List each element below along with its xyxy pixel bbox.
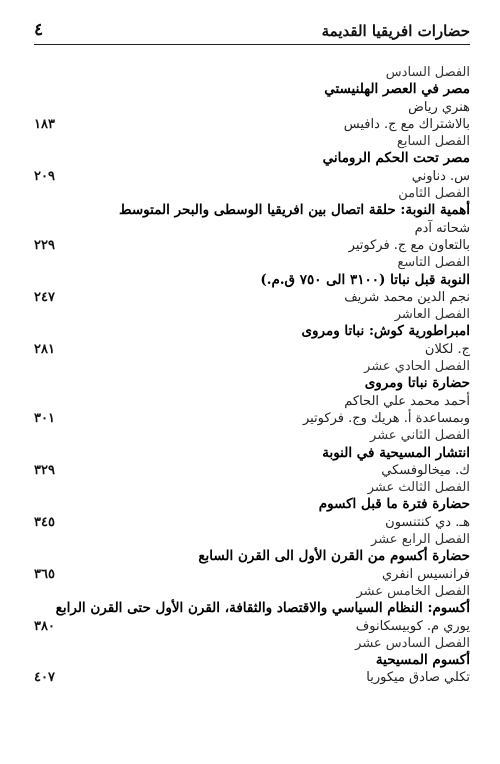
chapter-page-number: ٤٠٧: [34, 670, 55, 686]
chapter-label: الفصل الثالث عشر: [367, 480, 470, 496]
author-row: [34, 341, 470, 358]
chapter-title: انتشار المسيحية في النوبة: [322, 444, 470, 461]
running-header: [34, 18, 470, 45]
author-row: [34, 462, 470, 479]
toc-entry: [34, 306, 470, 358]
chapter-title: أكسوم المسيحية: [375, 652, 470, 669]
chapter-author: بالتعاون مع ج. فركوتير: [348, 237, 470, 253]
toc-entry: [34, 427, 470, 479]
chapter-title: النوبة قبل نباتا (٣١٠٠ الى ٧٥٠ ق.م.): [260, 271, 470, 288]
chapter-label: الفصل السادس: [385, 65, 470, 80]
chapter-page-number: ٢٤٧: [34, 289, 55, 305]
chapter-page-number: ٣٨٠: [34, 618, 55, 634]
toc-entry: [34, 185, 470, 254]
author-row: [34, 514, 470, 531]
chapter-label: الفصل الحادي عشر: [364, 359, 470, 375]
author-row: [34, 116, 470, 133]
chapter-title: أهمية النوبة: حلقة اتصال بين افريقيا الوسطى والبحر المتوسط: [119, 202, 470, 219]
author-row: [34, 168, 470, 185]
author-row: [34, 410, 470, 427]
chapter-author: فرانسيس انفري: [382, 566, 470, 582]
author-row: [34, 237, 470, 254]
chapter-page-number: ٢٠٩: [34, 168, 55, 184]
author-row: [34, 618, 470, 635]
toc-entry: [34, 254, 470, 306]
table-of-contents: [34, 64, 470, 687]
chapter-label: الفصل الثامن: [398, 186, 470, 202]
chapter-title: مصر تحت الحكم الروماني: [322, 150, 470, 167]
chapter-page-number: ٢٨١: [34, 341, 55, 357]
chapter-label: الفصل العاشر: [394, 307, 470, 323]
chapter-author: س. دناوني: [411, 168, 470, 184]
chapter-title: مصر في العصر الهلنيستي: [324, 81, 470, 98]
toc-entry: [34, 479, 470, 531]
chapter-author: وبمساعدة أ. هريك وج. فركوتير: [302, 410, 470, 426]
chapter-author: هـ. دي كنتنسون: [385, 514, 470, 530]
chapter-page-number: ٣٦٥: [34, 566, 55, 582]
running-header-title: حضارات افريقيا القديمة: [321, 22, 470, 40]
chapter-title: حضارة نباتا ومروى: [364, 375, 470, 392]
chapter-title: حضارة أكسوم من القرن الأول الى القرن السابع: [198, 548, 470, 565]
chapter-page-number: ٣٢٩: [34, 462, 55, 478]
chapter-page-number: ٣٠١: [34, 410, 55, 426]
chapter-page-number: ١٨٣: [34, 116, 55, 132]
toc-entry: [34, 133, 470, 185]
chapter-title: امبراطورية كوش: نباتا ومروى: [301, 323, 470, 340]
toc-entry: [34, 635, 470, 687]
chapter-author: تكلي صادق ميكوريا: [366, 670, 470, 686]
chapter-author: يوري م. كوبيسكانوف: [355, 618, 470, 634]
chapter-label: الفصل السابع: [396, 134, 470, 150]
toc-entry: [34, 583, 470, 635]
chapter-author: شحاته آدم: [414, 220, 470, 236]
author-row: [34, 566, 470, 583]
author-row: [34, 393, 470, 410]
chapter-label: الفصل الرابع عشر: [371, 532, 470, 548]
chapter-page-number: ٢٢٩: [34, 237, 55, 253]
chapter-label: الفصل الخامس عشر: [356, 583, 470, 599]
chapter-title: حضارة فترة ما قبل اكسوم: [318, 496, 470, 513]
page-number: ٤: [34, 20, 44, 40]
author-row: [34, 99, 470, 116]
toc-entry: [34, 64, 470, 133]
chapter-label: الفصل الثاني عشر: [370, 428, 470, 444]
toc-entry: [34, 531, 470, 583]
author-row: [34, 220, 470, 237]
author-row: [34, 669, 470, 686]
chapter-label: الفصل السادس عشر: [355, 635, 470, 651]
toc-entry: [34, 358, 470, 427]
chapter-author: هنري رياض: [408, 99, 470, 115]
chapter-author: نجم الدين محمد شريف: [344, 289, 470, 305]
chapter-title: أكسوم: النظام السياسي والاقتصاد والثقافة، القرن الأول حتى القرن الرابع: [55, 600, 470, 617]
chapter-author: ج. لكلان: [424, 341, 470, 357]
chapter-label: الفصل التاسع: [397, 255, 470, 271]
author-row: [34, 289, 470, 306]
chapter-author: بالاشتراك مع ج. دافيس: [343, 116, 470, 132]
chapter-author: ك. ميخالوفسكي: [381, 462, 470, 478]
chapter-author: أحمد محمد علي الحاكم: [344, 393, 470, 409]
chapter-page-number: ٣٤٥: [34, 514, 55, 530]
